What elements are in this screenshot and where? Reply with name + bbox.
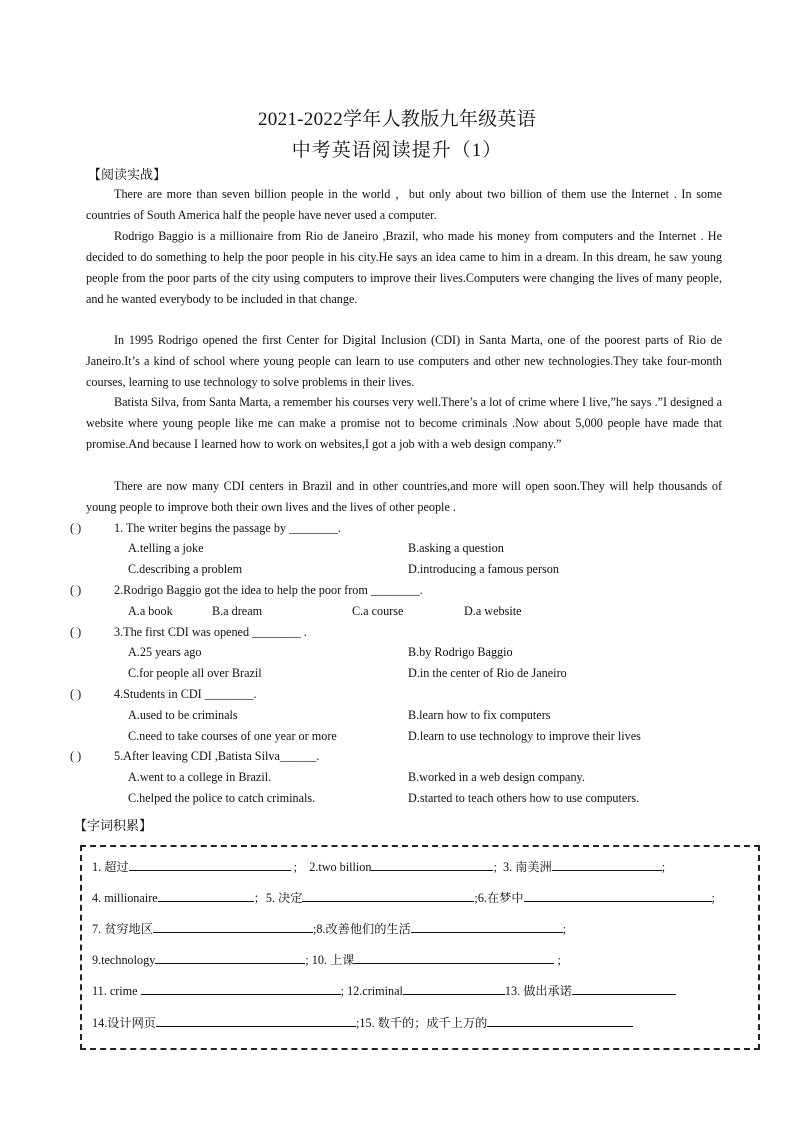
- option-b: B.by Rodrigo Baggio: [408, 645, 513, 659]
- vocab-2-sep: ;: [493, 860, 497, 874]
- vocab-11-prompt: 11. crime: [92, 984, 138, 998]
- question-stem: 2.Rodrigo Baggio got the idea to help the poor from ________.: [114, 583, 423, 597]
- vocab-6-sep: ;: [711, 891, 715, 905]
- question-4: [70, 684, 257, 704]
- question-stem: 4.Students in CDI ________.: [114, 687, 257, 701]
- vocab-row-6: [92, 1014, 633, 1031]
- section-vocab-label: 【字词积累】: [74, 818, 153, 833]
- answer-paren[interactable]: ( ): [70, 687, 82, 701]
- question-stem: 1. The writer begins the passage by ________.: [114, 521, 341, 535]
- vocab-row-2: [92, 889, 715, 906]
- vocab-1-prompt: 1. 超过: [92, 860, 129, 874]
- passage-paragraph-5: There are now many CDI centers in Brazil and in other countries,and more will open soon.They will help thousands of young people to improve both their own lives and the lives of other people .: [86, 479, 722, 514]
- option-d: D.started to teach others how to use computers.: [408, 791, 640, 805]
- vocab-15-prompt: 15. 数千的；成千上万的: [359, 1016, 488, 1030]
- vocab-8-prompt: 8.改善他们的生活: [316, 922, 411, 936]
- vocab-13-blank[interactable]: [572, 982, 676, 995]
- vocab-3-prompt: 3. 南美洲: [502, 860, 552, 874]
- vocab-5-blank[interactable]: [302, 889, 474, 902]
- option-c: C.need to take courses of one year or more: [128, 729, 337, 743]
- option-a: A.went to a college in Brazil.: [128, 770, 272, 784]
- vocab-7-sep: ;: [312, 922, 317, 936]
- option-c: C.for people all over Brazil: [128, 666, 262, 680]
- option-c: C.describing a problem: [128, 562, 243, 576]
- vocab-6-prompt: 6.在梦中: [477, 891, 524, 905]
- vocab-11-blank[interactable]: [141, 982, 341, 995]
- vocab-14-prompt: 14.设计网页: [92, 1016, 156, 1030]
- vocab-14-sep: ;: [355, 1016, 360, 1030]
- question-stem: 5.After leaving CDI ,Batista Silva______.: [114, 749, 320, 763]
- option-b: B.learn how to fix computers: [408, 708, 551, 722]
- vocab-6-blank[interactable]: [524, 889, 712, 902]
- vocab-1-sep: ;: [290, 860, 297, 874]
- passage-paragraph-3: In 1995 Rodrigo opened the first Center for Digital Inclusion (CDI) in Santa Marta, one of the poorest parts of Rio de Janeiro.It’s a kind of school where young people can learn to use computers and other new technologies.They take four-month courses, learning to use technology to solve problems in their lives.: [86, 333, 722, 389]
- vocab-1-blank[interactable]: [129, 858, 291, 871]
- vocab-row-3: [92, 920, 566, 937]
- vocab-2-prompt: 2.two billion: [309, 860, 372, 874]
- option-b: B.a dream: [212, 604, 263, 618]
- passage-paragraph-1: There are more than seven billion people in the world ，but only about two billion of them use the Internet . In some countries of South America half the people have never used a computer.: [86, 187, 722, 222]
- answer-paren[interactable]: ( ): [70, 521, 82, 535]
- option-b: B.asking a question: [408, 541, 504, 555]
- vocab-5-prompt: 5. 决定: [265, 891, 303, 905]
- vocab-row-5: [92, 982, 676, 999]
- passage-paragraph-4: Batista Silva, from Santa Marta, a remember his courses very well.There’s a lot of crime where I live,”he says .”I designed a website where young people like me can make a promise not to become criminals .Now about 5,000 people have made that promise.And because I learned how to work on websites,I got a job with a web design company.”: [86, 395, 722, 451]
- option-c: C.helped the police to catch criminals.: [128, 791, 316, 805]
- vocab-row-4: [92, 951, 561, 968]
- vocab-4-prompt: 4. millionaire: [92, 891, 158, 905]
- vocab-row-1: [92, 858, 665, 875]
- option-d: D.introducing a famous person: [408, 562, 559, 576]
- vocab-4-blank[interactable]: [158, 889, 254, 902]
- vocab-10-blank[interactable]: [354, 951, 554, 964]
- vocab-10-sep: ;: [557, 953, 561, 967]
- option-a: A.telling a joke: [128, 541, 204, 555]
- option-d: D.in the center of Rio de Janeiro: [408, 666, 567, 680]
- option-b: B.worked in a web design company.: [408, 770, 585, 784]
- vocab-2-blank[interactable]: [371, 858, 493, 871]
- vocab-11-sep: ;: [340, 984, 345, 998]
- passage-paragraph-2: Rodrigo Baggio is a millionaire from Rio de Janeiro ,Brazil, who made his money from computers and the Internet . He decided to do something to help the poor people in his city.He says an idea came to him in a dream. In this dream, he saw young people from the poor parts of the city using computers to improve their lives.Computers were changing the lives of many people, and he wanted everybody to be included in that change.: [86, 229, 722, 306]
- question-3: [70, 622, 307, 642]
- option-d: D.learn to use technology to improve their lives: [408, 729, 641, 743]
- vocab-7-prompt: 7. 贫穷地区: [92, 922, 153, 936]
- vocab-3-sep: ;: [661, 860, 666, 874]
- question-5: [70, 746, 319, 766]
- option-a: A.a book: [128, 604, 173, 618]
- vocab-12-prompt: 12.criminal: [347, 984, 403, 998]
- vocab-5-sep: ;: [474, 891, 478, 905]
- answer-paren[interactable]: ( ): [70, 749, 82, 763]
- vocab-9-blank[interactable]: [155, 951, 305, 964]
- page-subtitle: 中考英语阅读提升（1）: [291, 140, 503, 161]
- option-d: D.a website: [464, 604, 522, 618]
- vocab-15-blank[interactable]: [487, 1014, 633, 1027]
- question-1: [70, 518, 341, 538]
- page-title: 2021-2022学年人教版九年级英语: [257, 109, 537, 130]
- option-a: A.used to be criminals: [128, 708, 238, 722]
- vocab-3-blank[interactable]: [552, 858, 662, 871]
- vocab-9-prompt: 9.technology: [92, 953, 156, 967]
- vocab-7-blank[interactable]: [153, 920, 313, 933]
- section-reading-label: 【阅读实战】: [88, 167, 167, 182]
- question-stem: 3.The first CDI was opened ________ .: [114, 625, 307, 639]
- vocab-9-sep: ;: [305, 953, 309, 967]
- vocab-14-blank[interactable]: [156, 1014, 356, 1027]
- vocab-8-sep: ;: [562, 922, 567, 936]
- vocab-10-prompt: 10. 上课: [311, 953, 355, 967]
- option-c: C.a course: [352, 604, 404, 618]
- answer-paren[interactable]: ( ): [70, 583, 82, 597]
- vocab-13-prompt: 13. 做出承诺: [504, 984, 572, 998]
- answer-paren[interactable]: ( ): [70, 625, 82, 639]
- vocab-4-sep: ；: [253, 891, 266, 905]
- vocab-12-blank[interactable]: [403, 982, 505, 995]
- vocab-8-blank[interactable]: [411, 920, 563, 933]
- question-2: [70, 580, 423, 600]
- option-a: A.25 years ago: [128, 645, 202, 659]
